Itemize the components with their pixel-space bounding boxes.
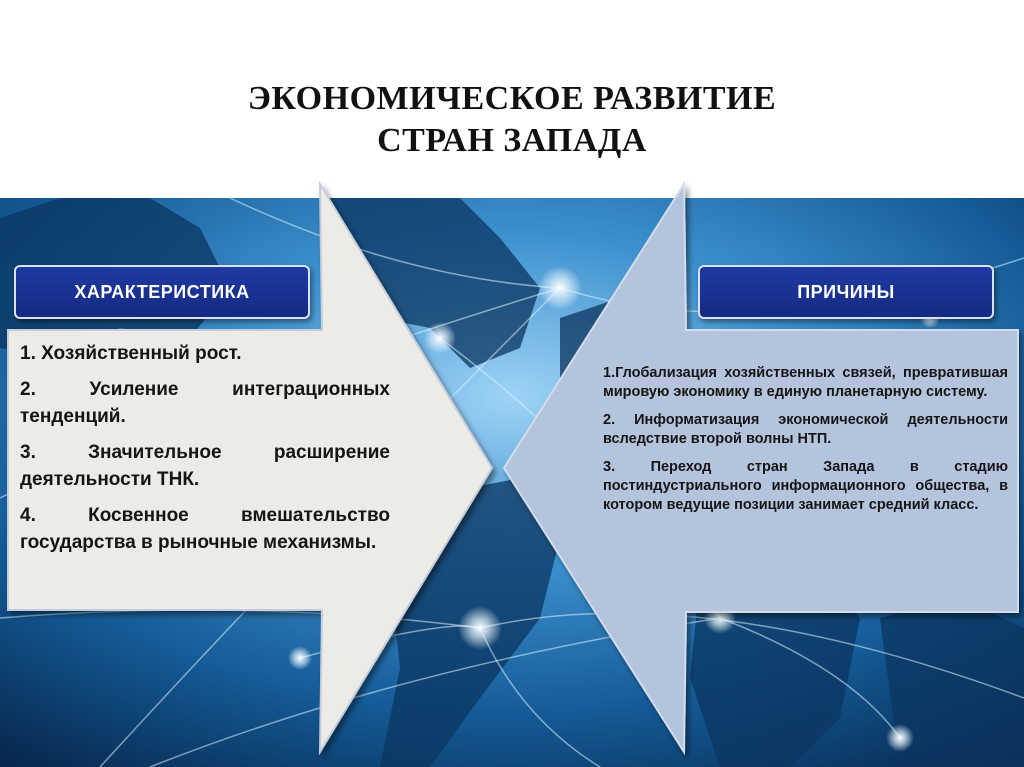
causes-list xyxy=(603,364,1008,524)
list-item: 1. Хозяйственный рост. xyxy=(20,343,242,364)
list-item: 2. Усиление интеграционных тенденций. xyxy=(20,379,390,427)
list-item: 2. Информатизация экономической деятельности вследствие второй волны НТП. xyxy=(603,412,1008,447)
list-item: 3. Значительное расширение деятельности ТНК. xyxy=(20,442,390,490)
slide-title-line-1: ЭКОНОМИЧЕСКОЕ РАЗВИТИЕ xyxy=(247,80,777,117)
list-item: 1.Глобализация хозяйственных связей, превратившая мировую экономику в единую планетарную систему. xyxy=(603,365,1008,400)
characteristics-header: ХАРАКТЕРИСТИКА xyxy=(14,265,310,319)
characteristics-list xyxy=(20,340,390,565)
list-item: 3. Переход стран Запада в стадию постиндустриального информационного общества, в котором ведущие позиции занимает средний класс. xyxy=(603,459,1008,513)
causes-header: ПРИЧИНЫ xyxy=(698,265,994,319)
slide-title-line-2: СТРАН ЗАПАДА xyxy=(377,122,647,159)
list-item: 4. Косвенное вмешательство государства в рыночные механизмы. xyxy=(20,505,390,553)
